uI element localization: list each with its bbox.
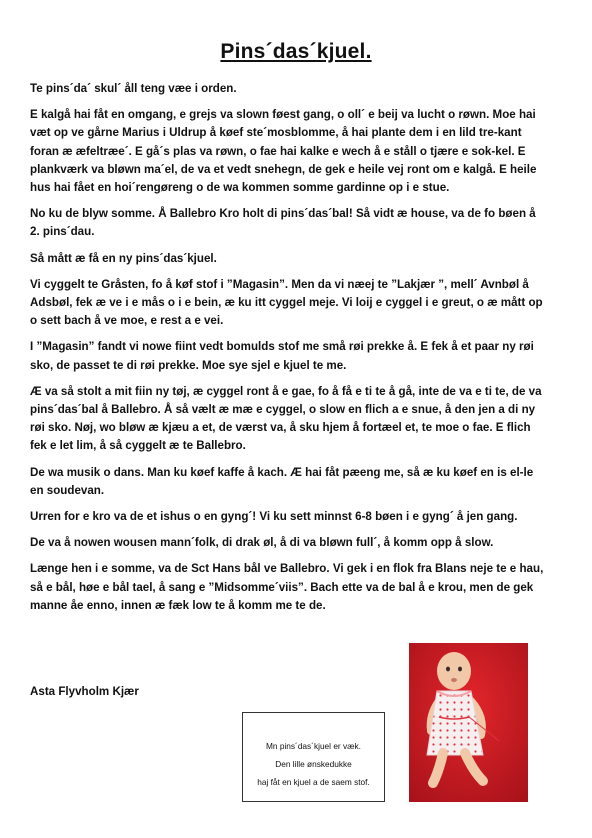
paragraph: De wa musik o dans. Man ku køef kaffe å kach. Æ hai fåt pæeng me, så æ ku køef en is el-le en soudevan.: [30, 465, 534, 497]
doll-photo: [409, 643, 528, 802]
caption-line: Den lille ønskedukke: [275, 759, 352, 769]
author-name: Asta Flyvholm Kjær: [30, 685, 139, 698]
paragraph: Urren for e kro va de et ishus o en gyng´! Vi ku sett minnst 6-8 bøen i e gyng´ å jen gang.: [30, 510, 518, 524]
paragraph: I ”Magasin” fandt vi nowe fiint vedt bomulds stof me små røi prekke å. E fek å et paar ny røi sko, de passet te di røi prekke. Moe sye sjel e kjuel te me.: [30, 340, 534, 372]
paragraph: Te pins´da´ skul´ åll teng væe i orden.: [30, 82, 237, 95]
caption-line: haj fåt en kjuel a de saem stof.: [257, 777, 370, 787]
paragraph: Æ va så stolt a mit fiin ny tøj, æ cyggel ront å e gae, fo å få e ti te å gå, inte de va e ti te, de va pins´das´bal å Ballebro. Å så vælt æ mæ e cyggel, o slow en flich a e snue, å den jen a di ny røi sko. Nøj, wo bløw æ kjæu a et, de værst va, å sku hjem å fortæel et, te moe o fae. E flich fek e let lim, å så cyggelt æ te Ballebro.: [30, 384, 542, 453]
page-title: Pins´das´kjuel.: [220, 40, 372, 63]
photo-caption-box: [242, 712, 385, 802]
paragraph: Vi cyggelt te Gråsten, fo å køf stof i ”Magasin”. Men da vi næej te ”Lakjær ”, mell´ Avnbøl å Adsbøl, fek æ ve i e mås o i e bein, æ ku itt cyggel meje. Vi loij e cyggel i e greut, o æ mått op o sett bach å ve moe, e rest a e vei.: [30, 277, 543, 328]
paragraph: Længe hen i e somme, va de Sct Hans bål ve Ballebro. Vi gek i en flok fra Blans neje te e hau, så e bål, høe e bål tael, å sang e ”Midsomme´viis”. Bach ette va de bal å e krou, men de gek manne åe enno, innen æ fæk low te å komm me te de.: [30, 562, 544, 612]
article-body: [30, 80, 548, 623]
paragraph: E kalgå hai fåt en omgang, e grejs va slown føest gang, o oll´ e beij va lucht o røwn. Moe hai væt op ve gårne Marius i Uldrup å køef ste´mosblomme, å hai plante dem i en lild tre-kant foran æ æfeltræe´. E gå´s plas va røwn, o fae hai kalke e wech å e ståll o tjære e sok-kel. E plankværk va bløwn ma´el, de va et vedt snehegn, de gek e heile vej ront om e kalgå. E heile hus hai fået en hoi´rengøreng o de wa kommen somme gardinne op i e stue.: [30, 108, 537, 195]
paragraph: No ku de blyw somme. Å Ballebro Kro holt di pins´das´bal! Så vidt æ house, va de fo bøen å 2. pins´dau.: [30, 207, 536, 239]
paragraph: De va å nowen wousen mann´folk, di drak øl, å di va bløwn full´, å komm opp å slow.: [30, 536, 494, 550]
paragraph: Så mått æ få en ny pins´das´kjuel.: [30, 251, 217, 265]
caption-line: Mn pins´das´kjuel er væk.: [266, 741, 361, 751]
